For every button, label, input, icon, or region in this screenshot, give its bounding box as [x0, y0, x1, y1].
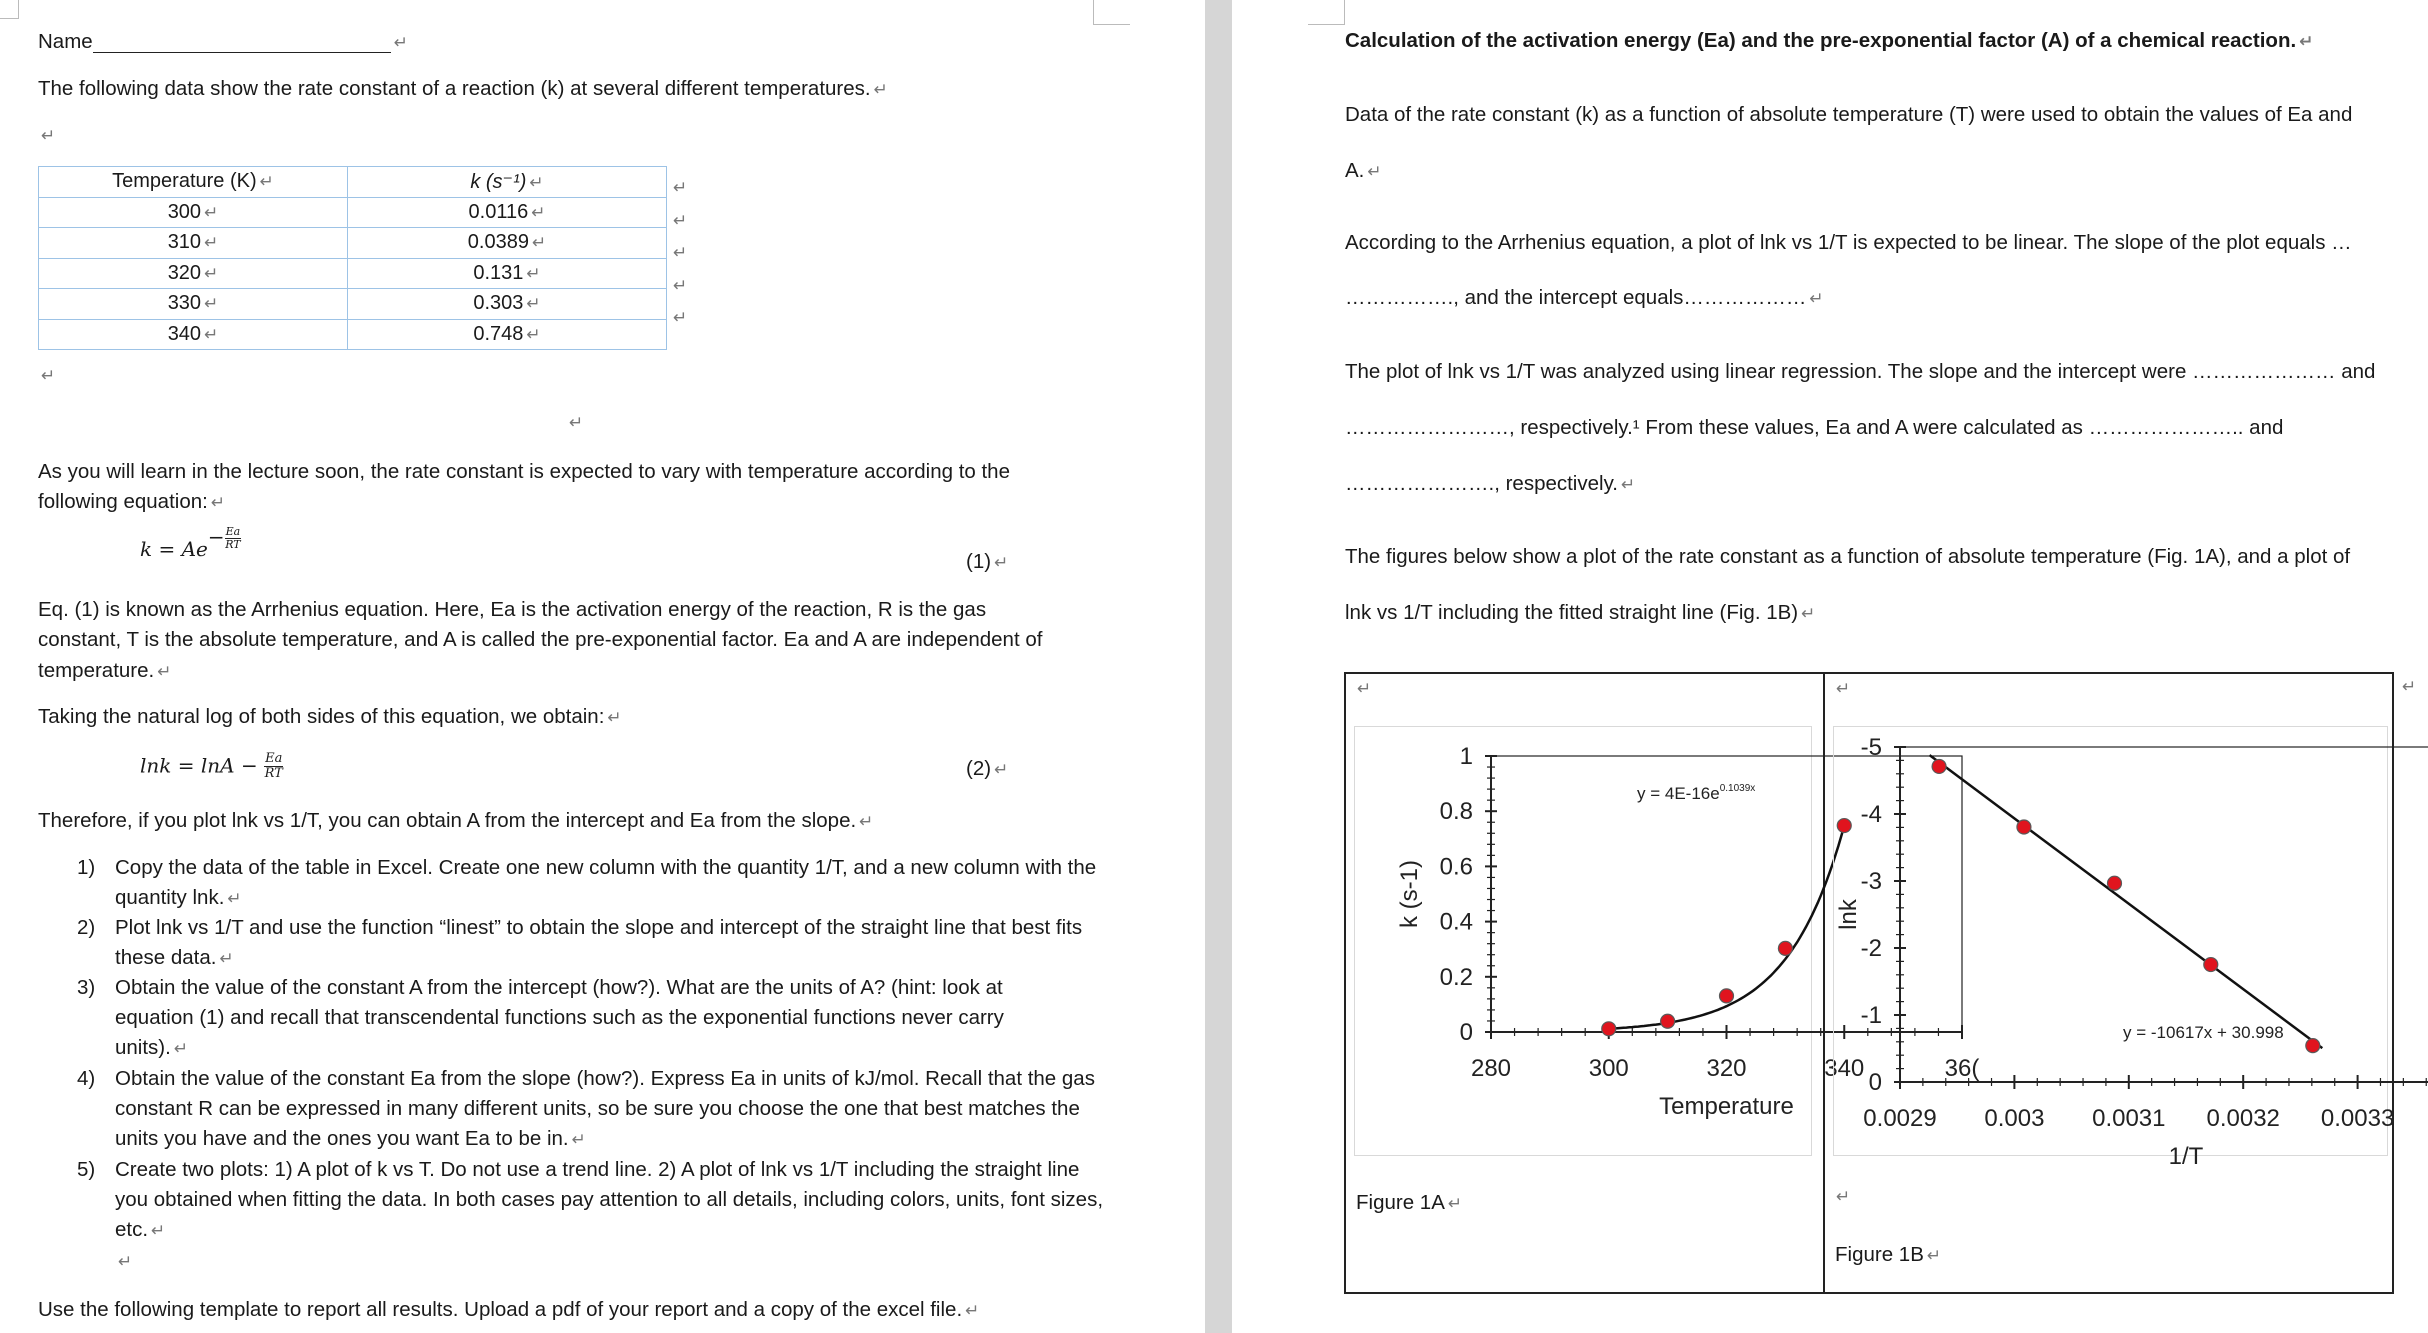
paragraph-2-line-2: ……………., and the intercept equals……………… ↵ — [1345, 286, 1824, 309]
table-row: 340 ↵ 0.748 ↵ — [39, 319, 667, 350]
y-tick-label: -4 — [1860, 801, 1882, 828]
table-row: 320 ↵ 0.131 ↵ — [39, 258, 667, 289]
header-temperature: Temperature (K) — [112, 170, 257, 193]
y-tick-label: -1 — [1860, 1002, 1882, 1029]
paragraph-4-line-1: The figures below show a plot of the rate constant as a function of absolute temperature (Fig. 1A), and a plot of — [1345, 545, 2351, 568]
lecture-paragraph-line-1: As you will learn in the lecture soon, the rate constant is expected to vary with temperature according to the — [38, 460, 1010, 483]
arrhenius-paragraph-line-2: constant, T is the absolute temperature, and A is called the pre-exponential factor. Ea and A are independent of — [38, 628, 1043, 651]
paragraph-2-line-1: According to the Arrhenius equation, a plot of lnk vs 1/T is expected to be linear. The slope of the plot equals … — [1345, 231, 2352, 254]
report-title: Calculation of the activation energy (Ea) and the pre-exponential factor (A) of a chemical reaction. ↵ — [1345, 29, 2314, 52]
list-item: 5) Create two plots: 1) A plot of k vs T. Do not use a trend line. 2) A plot of lnk vs 1/T including the straight line you obtained when fitting the data. In both cases pay attention to all details, including colors, units, font sizes, etc. ↵ — [77, 1158, 1104, 1241]
equation-1: k = Ae− $\frac{Ea}{RT}$ — [140, 525, 241, 562]
name-label: Name — [38, 30, 93, 53]
y-tick-label: 0.4 — [1439, 908, 1473, 936]
y-tick-label: 1 — [1459, 743, 1473, 770]
x-tick-label: 0.003 — [1984, 1105, 2045, 1132]
lecture-paragraph-line-2: following equation: ↵ — [38, 490, 226, 513]
data-point — [1778, 941, 1792, 955]
y-tick-label: 0.6 — [1439, 853, 1473, 881]
arrhenius-paragraph-line-3: temperature. ↵ — [38, 659, 172, 682]
equation-2-number: (2) ↵ — [966, 757, 1009, 780]
data-point — [2108, 876, 2122, 890]
right-page: Calculation of the activation energy (Ea) and the pre-exponential factor (A) of a chemical reaction. ↵ Data of the rate constant (k) as a function of absolute temperature (T) were used to obtain the values of Ea and A. ↵ According to the Arrhenius equation, a plot of lnk vs 1/T is expected to be linear. The slope of the plot equals … ……………., and the intercept equals……………… ↵ The plot of lnk vs 1/T was analyzed using linear regression. The slope and the intercept were ………………… and ……………………, respectively.¹ From these values, Ea and A were calculated as ………………….. and …………………., respectively. ↵ The figures below show a plot of the rate constant as a function of absolute temperature (Fig. 1A), and a plot of lnk vs 1/T including the fitted straight line (Fig. 1B) ↵ ↵ ↵ ↵ 0 0.2 0.4 0.6 0.8 1 280 300 320 340 36( Temperature k (s-1) $y = 4E-16e^{0.1039x}$ Figure 1A ↵ 0 -1 -2 -3 -4 -5 0.0029 0.003 0.0031 0.0032 0.0033 1/T lnk y = -10617x + 30.998 ↵ Figure 1B ↵ — [1232, 0, 2428, 1333]
y-tick-label: -2 — [1860, 935, 1882, 962]
x-tick-label: 0.0031 — [2092, 1105, 2166, 1132]
header-k: k (s⁻¹) — [470, 171, 527, 194]
figure-1a-caption: Figure 1A — [1356, 1191, 1445, 1214]
trendline — [1930, 755, 2323, 1048]
rate-constant-table — [38, 166, 667, 350]
list-item: 2) Plot lnk vs 1/T and use the function “linest” to obtain the slope and intercept of the straight line that best fits these data. ↵ — [77, 916, 1083, 969]
data-point — [2306, 1039, 2320, 1053]
x-tick-label: 0.0029 — [1863, 1105, 1937, 1132]
figure-1b-caption-line: Figure 1B ↵ — [1835, 1243, 1942, 1266]
paragraph-1-line-2: A. ↵ — [1345, 159, 1382, 182]
equation-1-number: (1) ↵ — [966, 550, 1009, 573]
arrhenius-paragraph-line-1: Eq. (1) is known as the Arrhenius equation. Here, Ea is the activation energy of the reaction, R is the gas — [38, 598, 987, 621]
trendline-equation-exponent: 0.1039x — [1719, 783, 1756, 794]
figure-1b-caption: Figure 1B — [1835, 1243, 1924, 1266]
trendline-equation: $y = 4E-16e^{0.1039x}$ — [1637, 783, 1756, 803]
log-paragraph: Taking the natural log of both sides of this equation, we obtain: ↵ — [38, 705, 622, 728]
figure-1b-chart — [1834, 727, 2395, 1170]
figure-1b-frame — [1833, 726, 2395, 1170]
name-field: Name ↵ — [38, 30, 408, 53]
x-tick-label: 340 — [1824, 1055, 1865, 1082]
paragraph-4-line-2: lnk vs 1/T including the fitted straight line (Fig. 1B) ↵ — [1345, 601, 1816, 624]
y-axis-title: lnk — [1835, 899, 1862, 930]
y-tick-label: 0.8 — [1439, 798, 1473, 826]
trendline-equation: y = -10617x + 30.998 — [2123, 1023, 2284, 1042]
data-point — [1720, 989, 1734, 1003]
footer-instructions: Use the following template to report all results. Upload a pdf of your report and a copy of the excel file. ↵ — [38, 1298, 980, 1321]
list-item: 3) Obtain the value of the constant A from the intercept (how?). What are the units of A? (hint: look at equation (1) and recall that transcendental functions such as the exponential functions never carry units). ↵ — [77, 976, 1004, 1059]
y-tick-label: 0.2 — [1439, 963, 1473, 991]
table-row: 300 ↵ 0.0116 ↵ — [39, 197, 667, 228]
x-axis-title: Temperature — [1659, 1093, 1794, 1120]
figure-1a-caption-line: Figure 1A ↵ — [1356, 1191, 1463, 1214]
y-tick-label: -5 — [1860, 734, 1882, 761]
data-point — [1932, 759, 1946, 773]
y-axis-title: k (s-1) — [1396, 860, 1423, 928]
x-axis-title: 1/T — [2168, 1143, 2204, 1170]
table-row: 310 ↵ 0.0389 ↵ — [39, 228, 667, 259]
data-point — [1602, 1022, 1616, 1036]
data-point — [2017, 820, 2031, 834]
x-tick-label: 300 — [1588, 1055, 1629, 1082]
x-tick-label: 320 — [1706, 1055, 1747, 1082]
y-tick-label: 0 — [1459, 1019, 1473, 1046]
therefore-paragraph: Therefore, if you plot lnk vs 1/T, you can obtain A from the intercept and Ea from the slope. ↵ — [38, 809, 874, 832]
paragraph-3-line-1: The plot of lnk vs 1/T was analyzed using linear regression. The slope and the intercept were ………………… and — [1345, 360, 2376, 383]
table-row: 330 ↵ 0.303 ↵ — [39, 289, 667, 320]
paragraph-1-line-1: Data of the rate constant (k) as a function of absolute temperature (T) were used to obtain the values of Ea and — [1345, 103, 2353, 126]
table-header-row: Temperature (K) ↵ k (s⁻¹) ↵ — [39, 167, 667, 198]
x-tick-label: 0.0033 — [2320, 1105, 2395, 1132]
list-item: 4) Obtain the value of the constant Ea from the slope (how?). Express Ea in units of kJ/mol. Recall that the gas constant R can be expressed in many different units, so be sure you choose the one that best matches the units you have and the ones you want Ea to be in. ↵ — [77, 1067, 1095, 1150]
data-point — [1661, 1014, 1675, 1028]
left-page: Name ↵ The following data show the rate constant of a reaction (k) at several different temperatures. ↵ ↵ Temperature (K) ↵ k (s⁻¹) ↵ 300 ↵ 0.0116 ↵ 310 ↵ 0.0389 ↵ 320 ↵ 0.131 ↵ 330 ↵ 0.303 ↵ 340 ↵ 0.748 ↵ ↵ ↵ ↵ ↵ ↵ ↵ ↵ As you will learn in the lecture soon, the rate constant is expected to vary with temperature according to the following equation: ↵ k = Ae− $\frac{Ea}{RT}$ (1) ↵ Eq. (1) is known as the Arrhenius equation. Here, Ea is the activation energy of the reaction, R is the gas constant, T is the absolute temperature, and A is called the pre-exponential factor. Ea and A are independent of temperature. ↵ Taking the natural log of both sides of this equation, we obtain: ↵ lnk = lnA − $\frac{Ea}{RT}$ (2) ↵ Therefore, if you plot lnk vs 1/T, you can obtain A from the intercept and Ea from the slope. ↵ 1) Copy the data of the table in Excel. Create one new column with the quantity 1/T, and a new column with the quantity lnk. ↵ 2) Plot lnk vs 1/T and use the function “linest” to obtain the slope and intercept of the straight line that best fits these data. ↵ 3) Obtain the value of the constant A from the intercept (how?). What are the units of A? (hint: look at equation (1) and recall that transcendental functions such as the exponential functions never carry units). ↵ 4) Obtain the value of the constant Ea from the slope (how?). Express Ea in units of kJ/mol. Recall that the gas constant R can be expressed in many different units, so be sure you choose the one that best matches the units you have and the ones you want Ea to be in. ↵ 5) Create two plots: 1) A plot of k vs T. Do not use a trend line. 2) A plot of lnk vs 1/T including the straight line you obtained when fitting the data. In both cases pay attention to all details, including colors, units, font sizes, etc. ↵ ↵ Use the following template to report all results. Upload a pdf of your report and a copy of the excel file. ↵ — [0, 0, 1205, 1333]
list-item: 1) Copy the data of the table in Excel. Create one new column with the quantity 1/T, and a new column with the quantity lnk. ↵ — [77, 856, 1097, 909]
y-tick-label: -3 — [1860, 868, 1882, 895]
x-tick-label: 0.0032 — [2206, 1105, 2280, 1132]
paragraph-3-line-3: …………………., respectively. ↵ — [1345, 472, 1636, 495]
y-tick-label: 0 — [1868, 1069, 1882, 1096]
intro-paragraph: The following data show the rate constant of a reaction (k) at several different temperatures. ↵ — [38, 77, 888, 100]
x-tick-label: 280 — [1470, 1055, 1512, 1082]
equation-2: lnk = lnA − $\frac{Ea}{RT}$ — [140, 751, 283, 782]
x-tick-label: 36( — [1944, 1055, 1980, 1082]
paragraph-3-line-2: ……………………, respectively.¹ From these values, Ea and A were calculated as ………………….. and — [1345, 416, 2284, 439]
data-point — [2204, 958, 2218, 972]
